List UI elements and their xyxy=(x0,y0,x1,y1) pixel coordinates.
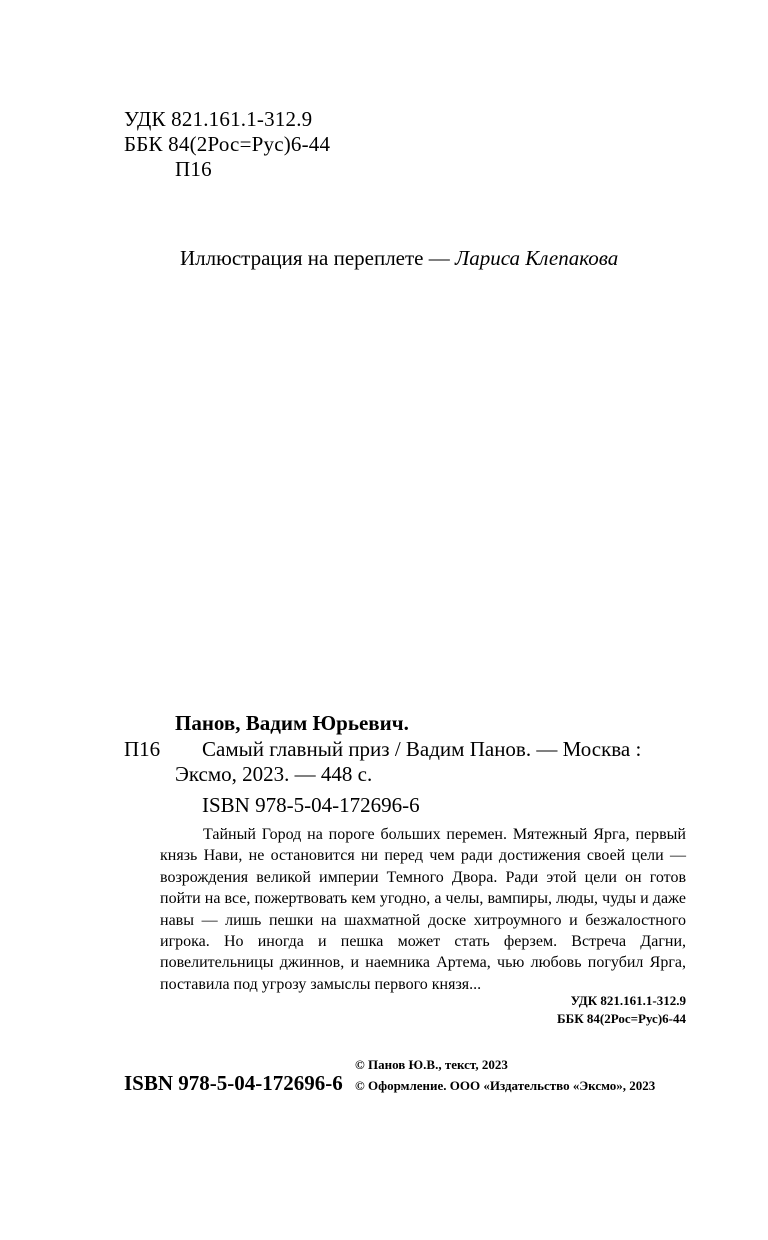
udk-code: УДК 821.161.1-312.9 xyxy=(124,107,313,131)
citation-publisher-line: Эксмо, 2023. — 448 с. xyxy=(175,762,373,786)
illustration-label: Иллюстрация на переплете — xyxy=(180,246,455,270)
author-mark: П16 xyxy=(175,157,212,181)
footer-bbk: ББК 84(2Рос=Рус)6-44 xyxy=(557,1011,686,1026)
footer-isbn: ISBN 978-5-04-172696-6 xyxy=(124,1071,343,1095)
citation-title-line: Самый главный приз / Вадим Панов. — Москва : xyxy=(202,737,642,761)
illustration-credit xyxy=(180,246,618,271)
copyright-design: © Оформление. ООО «Издательство «Эксмо», 2023 xyxy=(355,1078,656,1093)
illustration-artist: Лариса Клепакова xyxy=(455,246,619,270)
bbk-code: ББК 84(2Рос=Рус)6-44 xyxy=(124,132,331,156)
citation-author: Панов, Вадим Юрьевич. xyxy=(175,711,409,735)
citation-isbn: ISBN 978-5-04-172696-6 xyxy=(202,793,420,817)
annotation-paragraph: Тайный Город на пороге больших перемен. Мятежный Ярга, первый князь Нави, не остановится ни перед чем ради достижения своей цели — возрождения великой империи Темного Двора. Ради этой цели он готов пойти на все, пожертвовать кем угодно, а челы, вампиры, люды, чуды и даже навы — лишь пешки на шахматной доске хитроумного и безжалостного игрока. Но иногда и пешка может стать ферзем. Встреча Дагни, повелительницы джиннов, и наемника Артема, чью любовь погубил Ярга, поставила под угрозу замыслы первого князя... xyxy=(160,826,686,993)
copyright-text: © Панов Ю.В., текст, 2023 xyxy=(355,1057,508,1072)
citation-code: П16 xyxy=(124,737,161,761)
footer-udk: УДК 821.161.1-312.9 xyxy=(570,993,686,1008)
